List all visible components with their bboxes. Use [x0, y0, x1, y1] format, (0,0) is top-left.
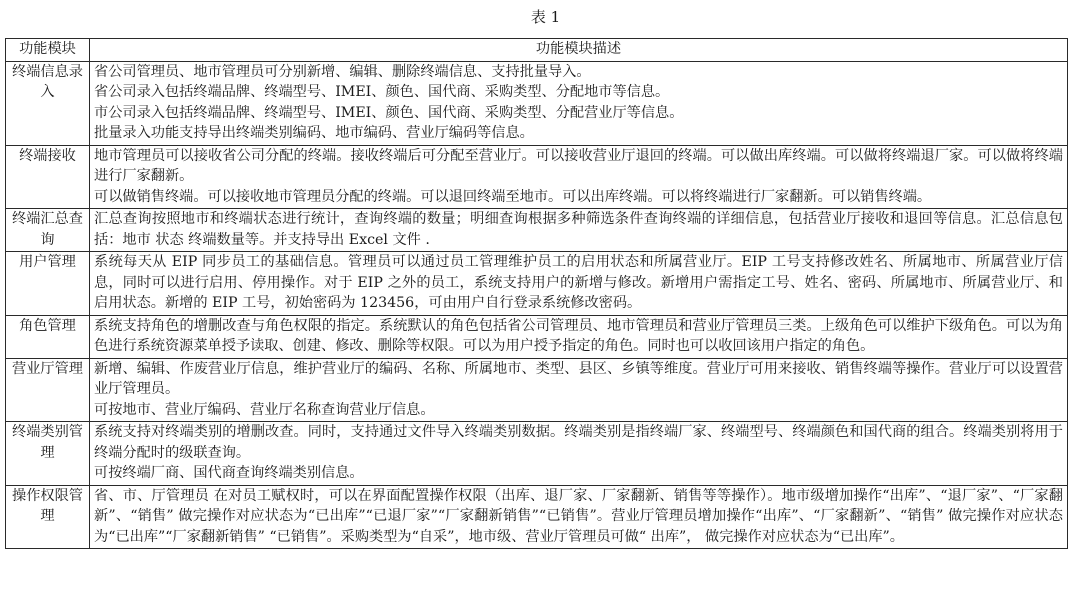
- table-row: [6, 61, 1068, 145]
- module-description: [90, 358, 1068, 422]
- module-name: 终端接收: [6, 145, 90, 209]
- header-description: 功能模块描述: [90, 39, 1068, 62]
- description-line: 可按地市、营业厅编码、营业厅名称查询营业厅信息。: [94, 401, 435, 418]
- table-header-row: [6, 39, 1068, 62]
- module-name: 终端类别管理: [6, 422, 90, 486]
- description-line: 可按终端厂商、国代商查询终端类别信息。: [94, 465, 364, 481]
- module-description: [90, 252, 1068, 316]
- table-row: [6, 252, 1068, 316]
- module-name: 操作权限管理: [6, 485, 90, 549]
- table-row: [6, 315, 1068, 358]
- module-description: [90, 209, 1068, 252]
- function-module-table: [5, 38, 1068, 549]
- table-caption: 表 1: [530, 8, 561, 26]
- description-line: 汇总查询按照地市和终端状态进行统计，查询终端的数量；明细查询根据多种筛选条件查询终端的详细信息，包括营业厅接收和退回等信息。汇总信息包括：地市 状态 终端数量等。并支持导出 Excel 文件 .: [94, 211, 1063, 248]
- module-description: [90, 315, 1068, 358]
- module-name: 营业厅管理: [6, 358, 90, 422]
- description-line: 可以做销售终端。可以接收地市管理员分配的终端。可以退回终端至地市。可以出库终端。可以将终端进行厂家翻新。可以销售终端。: [94, 188, 932, 205]
- description-line: 系统支持对终端类别的增删改查。同时，支持通过文件导入终端类别数据。终端类别是指终端厂家、终端型号、终端颜色和国代商的组合。终端类别将用于终端分配时的级联查询。: [94, 424, 1063, 461]
- module-name: 用户管理: [6, 252, 90, 316]
- module-name: 终端汇总查询: [6, 209, 90, 252]
- module-description: [90, 422, 1068, 486]
- module-description: [90, 145, 1068, 209]
- description-line: 系统每天从 EIP 同步员工的基础信息。管理员可以通过员工管理维护员工的启用状态和所属营业厅。EIP 工号支持修改姓名、所属地市、所属营业厅信息，同时可以进行启用、停用操作。对于 EIP 之外的员工，系统支持用户的新增与修改。新增用户需指定工号、姓名、密码、所属地市、所属营业厅、和启用状态。新增的 EIP 工号，初始密码为 123456，可由用户自行登录系统修改密码。: [94, 254, 1063, 311]
- table-row: [6, 422, 1068, 486]
- table-row: [6, 209, 1068, 252]
- description-line: 省公司管理员、地市管理员可分别新增、编辑、删除终端信息、支持批量导入。: [94, 63, 591, 80]
- description-line: 地市管理员可以接收省公司分配的终端。接收终端后可分配至营业厅。可以接收营业厅退回的终端。可以做出库终端。可以做将终端退厂家。可以做将终端进行厂家翻新。: [94, 147, 1063, 184]
- header-module: 功能模块: [6, 39, 90, 62]
- table-row: [6, 145, 1068, 209]
- description-line: 市公司录入包括终端品牌、终端型号、IMEI、颜色、国代商、采购类型、分配营业厅等信息。: [94, 104, 684, 121]
- module-description: [90, 485, 1068, 549]
- description-line: 批量录入功能支持导出终端类别编码、地市编码、营业厅编码等信息。: [94, 125, 534, 141]
- table-row: [6, 485, 1068, 549]
- description-line: 省、市、厅管理员 在对员工赋权时，可以在界面配置操作权限（出库、退厂家、厂家翻新、销售等等操作）。地市级增加操作“出库”、“退厂家”、“厂家翻新”、“销售” 做完操作对应状态为“已出库”“已退厂家”“厂家翻新销售”“已销售”。营业厅管理员增加操作“出库”、“厂家翻新”、“销售” 做完操作对应状态为“已出库”“厂家翻新销售” “已销售”。采购类型为“自采”，地市级、营业厅管理员可做“ 出库”， 做完操作对应状态为“已出库”。: [94, 487, 1063, 545]
- module-description: [90, 61, 1068, 145]
- description-line: 系统支持角色的增删改查与角色权限的指定。系统默认的角色包括省公司管理员、地市管理员和营业厅管理员三类。上级角色可以维护下级角色。可以为角色进行系统资源菜单授予读取、创建、修改、删除等权限。可以为用户授予指定的角色。同时也可以收回该用户指定的角色。: [94, 317, 1063, 354]
- table-body: [6, 61, 1068, 549]
- description-line: 省公司录入包括终端品牌、终端型号、IMEI、颜色、国代商、采购类型、分配地市等信息。: [94, 84, 670, 100]
- description-line: 新增、编辑、作废营业厅信息，维护营业厅的编码、名称、所属地市、类型、县区、乡镇等维度。营业厅可用来接收、销售终端等操作。营业厅可以设置营业厅管理员。: [94, 360, 1063, 397]
- module-name: 角色管理: [6, 315, 90, 358]
- table-row: [6, 358, 1068, 422]
- module-name: 终端信息录入: [6, 61, 90, 145]
